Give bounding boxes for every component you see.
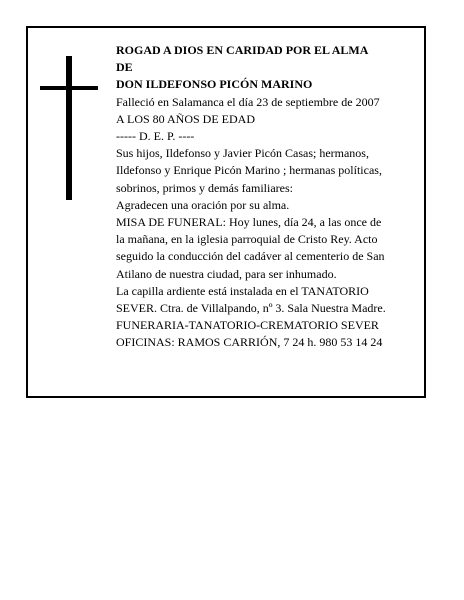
heading-line-1: ROGAD A DIOS EN CARIDAD POR EL ALMA <box>116 43 369 57</box>
latin-cross-icon <box>40 56 98 200</box>
rip-line: ----- D. E. P. ---- <box>116 129 195 144</box>
deceased-name: DON ILDEFONSO PICÓN MARINO <box>116 77 313 92</box>
death-date-line: Falleció en Salamanca el día 23 de septiembre de 2007 <box>116 94 380 109</box>
cross-vertical-bar <box>66 56 72 200</box>
family-line-3: sobrinos, primos y demás familiares: <box>116 180 293 195</box>
family-line-2: Ildefonso y Enrique Picón Marino ; hermanas políticas, <box>116 163 382 178</box>
chapel-line-1: La capilla ardiente está instalada en el TANATORIO <box>116 283 369 298</box>
cross-horizontal-bar <box>40 86 98 90</box>
notice-text <box>116 42 422 352</box>
funeral-mass-line-4: Atilano de nuestra ciudad, para ser inhumado. <box>116 266 337 281</box>
family-line-1: Sus hijos, Ildefonso y Javier Picón Casas; hermanos, <box>116 146 369 161</box>
chapel-line-2: SEVER. Ctra. de Villalpando, nº 3. Sala Nuestra Madre. <box>116 301 386 316</box>
funeral-mass-line-1: MISA DE FUNERAL: Hoy lunes, día 24, a las once de <box>116 215 382 230</box>
funeral-home-name: FUNERARIA-TANATORIO-CREMATORIO SEVER <box>116 318 379 333</box>
obituary-notice <box>26 26 426 398</box>
funeral-mass-line-2: la mañana, en la iglesia parroquial de Cristo Rey. Acto <box>116 232 378 247</box>
age-line: A LOS 80 AÑOS DE EDAD <box>116 111 256 126</box>
office-contact-line: OFICINAS: RAMOS CARRIÓN, 7 24 h. 980 53 14 24 <box>116 335 383 350</box>
prayer-request-line: Agradecen una oración por su alma. <box>116 197 290 212</box>
funeral-mass-line-3: seguido la conducción del cadáver al cementerio de San <box>116 249 385 264</box>
heading-line-2: DE <box>116 60 133 75</box>
